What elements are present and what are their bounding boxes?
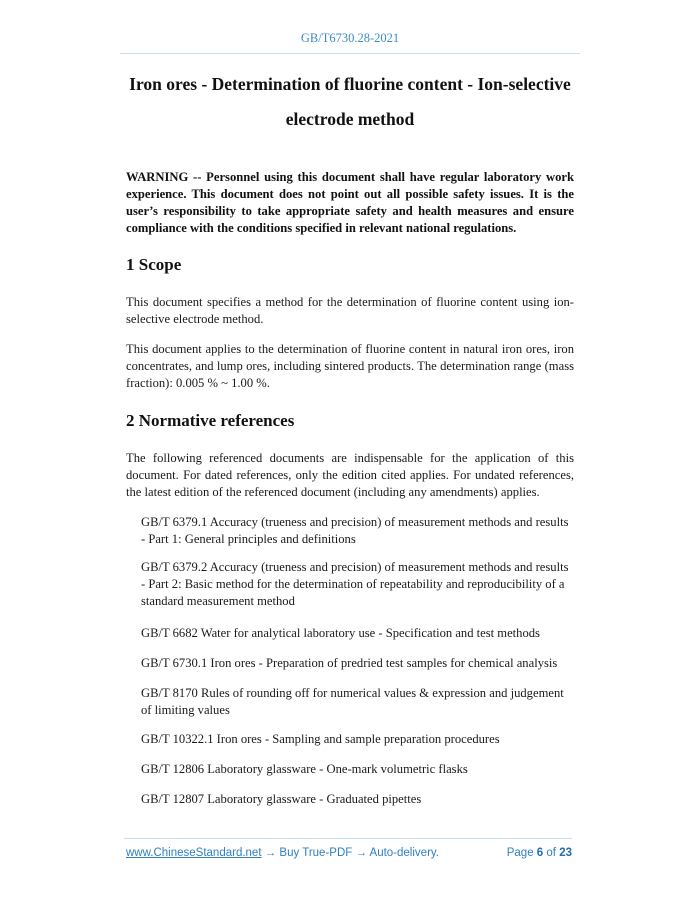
normative-intro-paragraph: The following referenced documents are indispensable for the application of this document. For dated references, only the edition cited applies. For undated references, the latest edition of the referenced document (including any amendments) applies.: [126, 451, 574, 499]
warning-paragraph: WARNING -- Personnel using this document shall have regular laboratory work experience. This document does not point out all possible safety issues. It is the user’s responsibility to take appropriate safety and health measures and ensure compliance with the conditions specified in relevant national regulations.: [126, 170, 574, 235]
reference-item: GB/T 12806 Laboratory glassware - One-mark volumetric flasks: [141, 762, 468, 776]
reference-item: GB/T 10322.1 Iron ores - Sampling and sample preparation procedures: [141, 732, 500, 746]
section-heading-scope: 1 Scope: [126, 255, 182, 274]
page-footer: [126, 847, 572, 859]
document-title-line2: electrode method: [285, 109, 415, 129]
header-divider: [120, 53, 580, 54]
section-heading-normative-references: 2 Normative references: [126, 411, 295, 430]
chinese-standard-link[interactable]: www.ChineseStandard.net: [126, 847, 262, 859]
current-page: 6: [536, 847, 544, 859]
footer-divider: [124, 838, 572, 839]
document-title-line1: Iron ores - Determination of fluorine content - Ion-selective: [129, 74, 571, 94]
total-pages: 23: [559, 847, 572, 859]
footer-promo-text: → Buy True-PDF → Auto-delivery.: [261, 847, 439, 859]
page-label: Page: [506, 847, 534, 859]
reference-item: GB/T 6730.1 Iron ores - Preparation of predried test samples for chemical analysis: [141, 656, 558, 670]
page-of-label: of: [546, 847, 556, 859]
scope-paragraph-1: This document specifies a method for the determination of fluorine content using ion-selective electrode method.: [126, 295, 574, 326]
reference-item: GB/T 6682 Water for analytical laboratory use - Specification and test methods: [141, 626, 540, 640]
reference-item: GB/T 12807 Laboratory glassware - Graduated pipettes: [141, 792, 422, 806]
page-number: [507, 847, 572, 859]
scope-paragraph-2: This document applies to the determination of fluorine content in natural iron ores, iron concentrates, and lump ores, including sintered products. The determination range (mass fraction): 0.005 % ~ 1.00 %.: [126, 342, 574, 390]
standard-code-header: GB/T6730.28-2021: [300, 31, 400, 45]
reference-item: GB/T 6379.1 Accuracy (trueness and precision) of measurement methods and results - Part 1: General principles and definitions: [141, 515, 569, 546]
reference-item: GB/T 6379.2 Accuracy (trueness and precision) of measurement methods and results - Part 2: Basic method for the determination of repeatability and reproducibility of a standard measurement method: [141, 560, 569, 608]
reference-item: GB/T 8170 Rules of rounding off for numerical values & expression and judgement of limiting values: [141, 686, 564, 717]
